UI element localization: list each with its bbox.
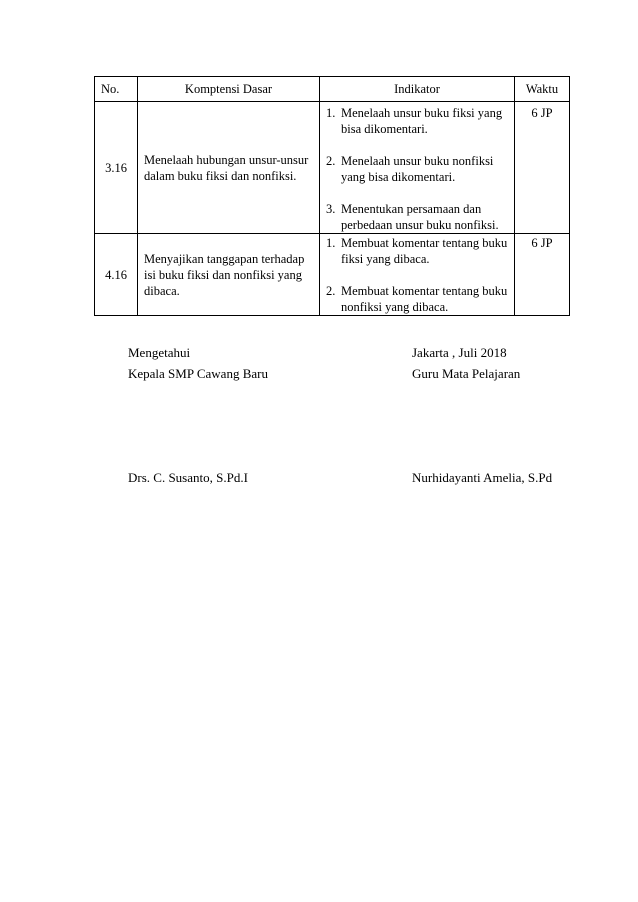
indicator-item <box>326 153 508 185</box>
row-kompetensi-dasar <box>138 234 320 316</box>
row-waktu: 6 JP <box>515 102 570 234</box>
competency-table <box>94 76 570 316</box>
indicator-text: Menelaah unsur buku nonfiksi yang bisa dikomentari. <box>341 154 494 184</box>
place-date: Jakarta , Juli 2018 <box>412 345 507 360</box>
header-waktu: Waktu <box>515 77 570 102</box>
row-waktu: 6 JP <box>515 234 570 316</box>
row-number: 3.16 <box>95 102 138 234</box>
indicator-item <box>326 235 508 267</box>
principal-name: Drs. C. Susanto, S.Pd.I <box>128 470 248 485</box>
indicator-item <box>326 283 508 315</box>
header-kompetensi-dasar: Komptensi Dasar <box>138 77 320 102</box>
table-row <box>95 234 570 316</box>
indicator-item <box>326 105 508 137</box>
header-no: No. <box>95 77 138 102</box>
indicator-text: Membuat komentar tentang buku fiksi yang dibaca. <box>341 236 508 266</box>
header-indikator: Indikator <box>320 77 515 102</box>
row-indikator <box>320 102 515 234</box>
signature-left-header <box>128 342 268 384</box>
indicator-item <box>326 201 508 233</box>
teacher-title: Guru Mata Pelajaran <box>412 366 521 381</box>
signature-right-header <box>412 342 520 384</box>
row-kompetensi-dasar <box>138 102 320 234</box>
indicator-number: 2. <box>326 154 336 168</box>
row-indikator <box>320 234 515 316</box>
table-row <box>95 102 570 234</box>
indicator-number: 1. <box>326 106 336 120</box>
table-header-row <box>95 77 570 102</box>
principal-title: Kepala SMP Cawang Baru <box>128 366 268 381</box>
indicator-text: Menelaah unsur buku fiksi yang bisa dikomentari. <box>341 106 503 136</box>
row-number: 4.16 <box>95 234 138 316</box>
kd-text: Menyajikan tanggapan terhadap isi buku fiksi dan nonfiksi yang dibaca. <box>144 251 305 298</box>
indicator-number: 3. <box>326 202 336 216</box>
indicator-number: 2. <box>326 284 336 298</box>
indicator-number: 1. <box>326 236 336 250</box>
indicator-text: Menentukan persamaan dan perbedaan unsur buku nonfiksi. <box>341 202 499 232</box>
acknowledged-label: Mengetahui <box>128 345 191 360</box>
teacher-name: Nurhidayanti Amelia, S.Pd <box>412 470 553 485</box>
indicator-text: Membuat komentar tentang buku nonfiksi yang dibaca. <box>341 284 508 314</box>
kd-text: Menelaah hubungan unsur-unsur dalam buku fiksi dan nonfiksi. <box>144 152 309 183</box>
